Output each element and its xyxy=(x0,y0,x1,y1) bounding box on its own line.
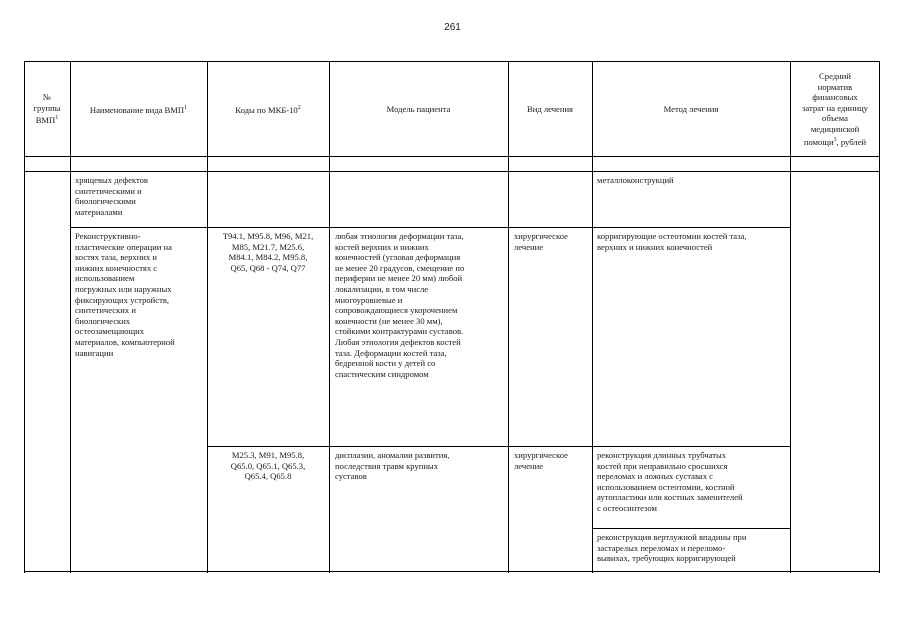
row1-method: металлоконструкций xyxy=(597,175,674,185)
footnote-marker: 1 xyxy=(55,115,59,122)
row-divider xyxy=(592,528,790,529)
row3-patient-model: дисплазии, аномалии развития, последствия травм крупных суставов xyxy=(335,450,450,482)
header-vmp-name-label: Наименование вида ВМП xyxy=(89,104,185,115)
footnote-marker: 2 xyxy=(297,104,301,111)
footnote-marker: 3 xyxy=(833,136,837,143)
header-patient-model xyxy=(331,63,506,155)
row2-vmp-name: Реконструктивно- пластические операции на костях таза, верхних и нижних конечностях с использованием погружных или наружных фиксирующих устройств, синтетических и биологических остеозамещающих материалов, компьютерной навигации xyxy=(75,231,175,358)
row2-icd-codes: T94.1, M95.8, M96, M21, M85, M21.7, M25.6, M84.1, M84.2, M95.8, Q65, Q68 - Q74, Q77 xyxy=(222,231,314,273)
header-divider xyxy=(24,156,880,157)
header-cost-norm-label: Средний норматив финансовых затрат на единицу объема медицинской помощи xyxy=(802,70,868,147)
row3-treatment-type: хирургическое лечение xyxy=(514,450,568,471)
page-number: 261 xyxy=(444,22,461,33)
col-divider xyxy=(790,61,791,573)
header-treatment-type xyxy=(510,63,590,155)
row2-patient-model: любая этиология деформации таза, костей верхних и нижних конечностей (угловая деформация не менее 20 градусов, смещение по периферии не менее 20 мм) любой локализации, в том числе многоуровневые и сопровождающиеся укорочением конечности (не менее 30 мм), стойкими контрактурами суставов. Любая этиология дефектов костей таза. Деформации костей таза, бедренной кости у детей со спастическим синдромом xyxy=(335,231,465,379)
row1-vmp-name: хрящевых дефектов синтетическими и биологическими материалами xyxy=(75,175,148,217)
row2-method: корригирующие остеотомии костей таза, верхних и нижних конечностей xyxy=(597,231,747,252)
row-divider xyxy=(207,446,790,447)
header-treatment-method-label: Метод лечения xyxy=(663,103,719,114)
col-divider xyxy=(329,61,330,573)
header-patient-model-label: Модель пациента xyxy=(386,103,451,114)
header-vmp-name xyxy=(72,63,205,155)
row3-icd-codes: M25.3, M91, M95.8, Q65.0, Q65.1, Q65.3, Q65.4, Q65.8 xyxy=(230,450,306,482)
header-icd-codes-label: Коды по МКБ-10 xyxy=(235,104,298,115)
table-border-left xyxy=(24,61,25,573)
table-border-top xyxy=(24,61,880,62)
header-divider xyxy=(24,171,880,172)
table-border-right xyxy=(879,61,880,573)
row2-treatment-type: хирургическое лечение xyxy=(514,231,568,252)
row-divider xyxy=(70,227,790,228)
header-cost-norm-tail: , рублей xyxy=(836,136,867,147)
col-divider xyxy=(207,61,208,573)
col-divider xyxy=(70,61,71,573)
header-icd-codes xyxy=(209,63,327,155)
header-cost-norm xyxy=(792,62,878,156)
header-group-number xyxy=(26,63,68,155)
col-divider xyxy=(592,61,593,573)
vmp-table xyxy=(24,61,880,573)
header-treatment-method xyxy=(594,63,788,155)
row3-method-a: реконструкция длинных трубчатых костей при неправильно сросшихся переломах и ложных суставах с использованием остеотомии, костной аутопластики или костных заменителей с остеосинтезом xyxy=(597,450,743,513)
row3-method-b: реконструкция вертлужной впадины при застарелых переломах и переломо- вывихах, требующих корригирующей xyxy=(597,532,747,564)
table-border-bottom xyxy=(24,571,880,572)
footnote-marker: 1 xyxy=(184,104,188,111)
col-divider xyxy=(508,61,509,573)
header-treatment-type-label: Вид лечения xyxy=(526,103,574,114)
header-group-number-label: № группы ВМП xyxy=(33,92,61,126)
